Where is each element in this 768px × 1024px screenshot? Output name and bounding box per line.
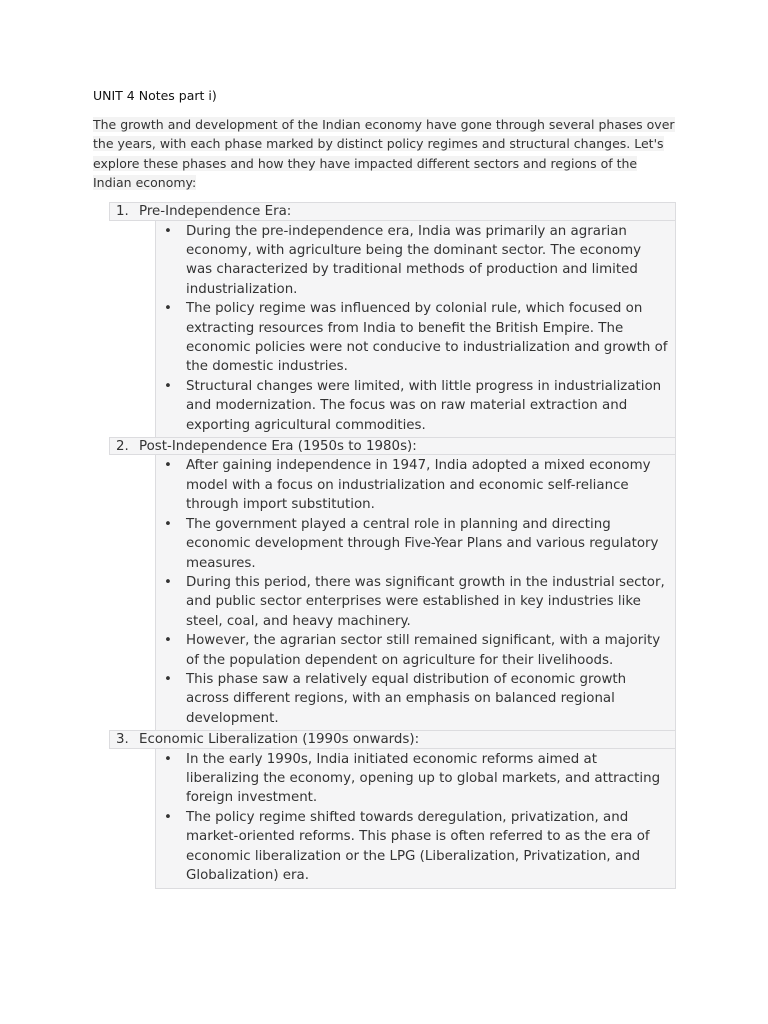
bullet-dot-icon: • [164,458,172,474]
section-heading [109,437,676,456]
document-title: UNIT 4 Notes part i) [93,88,217,103]
section-heading [109,202,676,221]
list-item-text: In the early 1990s, India initiated economic reforms aimed at liberalizing the economy, opening up to global markets, and attracting foreign investment. [186,751,661,806]
bullet-dot-icon: • [164,633,172,649]
bullet-dot-icon: • [164,378,172,394]
section-number: 3. [116,732,129,748]
list-item-text: However, the agrarian sector still remained significant, with a majority of the population dependent on agriculture for their livelihoods. [186,633,661,668]
list-item-text: The government played a central role in planning and directing economic development through Five-Year Plans and various regulatory measures. [186,516,659,571]
list-item [156,573,675,631]
list-item [156,670,675,728]
section-number: 1. [116,204,129,219]
intro-text: The growth and development of the Indian economy have gone through several phases over the years, with each phase marked by distinct policy regimes and structural changes. Let's explore these phases and how they have impacted different sectors and regions of the Indian economy: [93,117,675,190]
list-item [156,377,675,435]
list-item [156,299,675,377]
list-item [156,750,675,808]
list-item [156,808,675,886]
phase-list [109,202,676,889]
section-post-independence [109,437,676,730]
list-item-text: The policy regime was influenced by colonial rule, which focused on extracting resources from India to benefit the British Empire. The economic policies were not conducive to industrialization and growth of the domestic industries. [186,301,668,375]
list-item-text: During the pre-independence era, India was primarily an agrarian economy, with agriculture being the dominant sector. The economy was characterized by traditional methods of production and limited industrialization. [186,223,642,297]
list-item [156,515,675,573]
section-economic-liberalization [109,730,676,888]
list-item-text: This phase saw a relatively equal distribution of economic growth across different regions, with an emphasis on balanced regional development. [186,671,627,726]
section-title: Post-Independence Era (1950s to 1980s): [139,438,417,454]
bullet-dot-icon: • [164,751,172,767]
list-item-text: Structural changes were limited, with little progress in industrialization and modernization. The focus was on raw material extraction and exporting agricultural commodities. [186,378,662,433]
bullet-dot-icon: • [164,809,172,825]
bullet-list [155,455,676,730]
bullet-dot-icon: • [164,301,172,317]
section-number: 2. [116,438,129,454]
section-title: Economic Liberalization (1990s onwards): [139,732,420,748]
bullet-dot-icon: • [164,671,172,687]
list-item [156,631,675,670]
bullet-list [155,221,676,437]
list-item-text: The policy regime shifted towards deregulation, privatization, and market-oriented reforms. This phase is often referred to as the era of economic liberalization or the LPG (Liberalization, Privatization, and Globalization) era. [186,809,650,884]
list-item-text: During this period, there was significant growth in the industrial sector, and public sector enterprises were established in key industries like steel, coal, and heavy machinery. [186,574,665,629]
bullet-dot-icon: • [164,223,172,239]
section-pre-independence [109,202,676,437]
section-heading [109,730,676,749]
bullet-list [155,749,676,889]
bullet-dot-icon: • [164,574,172,590]
bullet-dot-icon: • [164,516,172,532]
list-item-text: After gaining independence in 1947, India adopted a mixed economy model with a focus on industrialization and economic self-reliance through import substitution. [186,458,651,513]
section-title: Pre-Independence Era: [139,204,292,219]
intro-paragraph [93,115,678,192]
list-item [156,456,675,514]
list-item [156,222,675,300]
